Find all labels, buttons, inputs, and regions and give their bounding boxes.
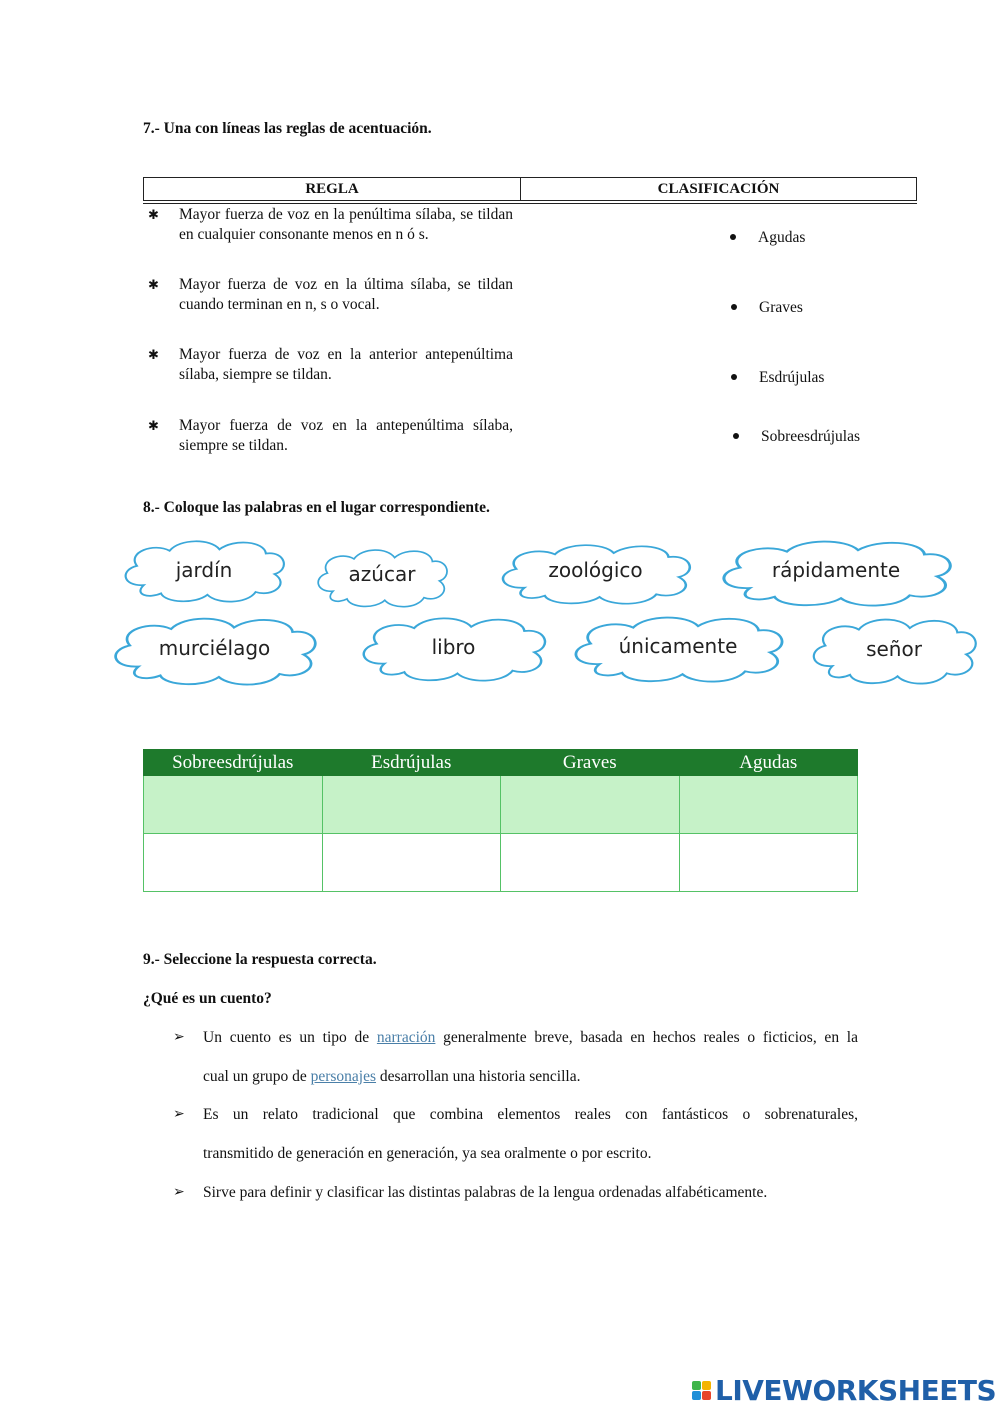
word-label: señor [866,637,922,661]
drop-cell[interactable] [501,834,680,892]
rule-item[interactable] [148,275,513,315]
rule-text: Mayor fuerza de voz en la penúltima sílaba, se tildan en cualquier consonante menos en n ó s. [179,206,513,243]
rule-text: Mayor fuerza de voz en la antepenúltima sílaba, siempre se tildan. [179,417,513,454]
drop-cell[interactable] [144,776,323,834]
asterisk-icon: ✱ [148,277,159,292]
word-cloud-zoologico[interactable] [494,541,697,605]
rule-item[interactable] [148,345,513,385]
option-line: Es un relato tradicional que combina elementos reales con fantásticos o sobrenaturales, [203,1106,858,1123]
word-label: azúcar [348,562,416,586]
question-text: ¿Qué es un cuento? [143,990,272,1007]
drop-cell[interactable] [144,834,323,892]
answer-option-2[interactable] [173,1095,858,1173]
word-label: únicamente [618,634,738,658]
arrow-bullet-icon: ➢ [173,1184,185,1200]
classification-item-sobreesdrujulas[interactable]: Sobreesdrújulas [733,428,860,446]
rule-item[interactable] [148,416,513,456]
rule-column-header: REGLA [144,178,521,200]
option-line: transmitido de generación en generación, ya sea oralmente o por escrito. [203,1145,652,1162]
logo-text: LIVEWORKSHEETS [715,1374,997,1407]
word-cloud-murcielago[interactable] [106,614,323,686]
table-header-esdrujulas: Esdrújulas [322,750,501,776]
word-cloud-rapidamente[interactable] [713,537,959,607]
bullet-icon [731,374,737,380]
logo-mark-icon [692,1381,711,1400]
answer-option-3[interactable] [173,1173,858,1212]
rule-text: Mayor fuerza de voz en la anterior antepenúltima sílaba, siempre se tildan. [179,346,513,383]
option-line: Un cuento es un tipo de narración generalmente breve, basada en hechos reales o ficticios, en la [203,1029,858,1046]
section8-title: 8.- Coloque las palabras en el lugar correspondiente. [143,499,490,516]
answer-option-1[interactable] [173,1018,858,1096]
narracion-link[interactable]: narración [376,1029,436,1046]
rule-text: Mayor fuerza de voz en la última sílaba, se tildan cuando terminan en n, s o vocal. [179,276,513,313]
arrow-bullet-icon: ➢ [173,1106,185,1122]
classification-item-graves[interactable]: Graves [731,299,803,317]
bullet-icon [730,234,736,240]
option-line: Sirve para definir y clasificar las distintas palabras de la lengua ordenadas alfabéticamente. [203,1184,768,1201]
drop-cell[interactable] [322,834,501,892]
word-label: libro [431,635,476,659]
classification-column-header: CLASIFICACIÓN [657,181,780,197]
asterisk-icon: ✱ [148,418,159,433]
rule-item[interactable] [148,205,513,245]
section7-title: 7.- Una con líneas las reglas de acentuación. [143,120,432,137]
word-label: zoológico [548,558,643,582]
word-cloud-azucar[interactable] [312,546,452,608]
personajes-link[interactable]: personajes [310,1068,377,1085]
table-header-graves: Graves [501,750,680,776]
word-cloud-unicamente[interactable] [566,613,790,683]
classification-item-agudas[interactable]: Agudas [730,229,805,247]
section9-title: 9.- Seleccione la respuesta correcta. [143,951,377,968]
word-cloud-jardin[interactable] [118,537,290,603]
bullet-icon [733,433,739,439]
liveworksheets-logo [692,1374,996,1407]
asterisk-icon: ✱ [148,347,159,362]
word-label: jardín [175,558,233,582]
table-header-agudas: Agudas [679,750,858,776]
table-header-sobreesdrujulas: Sobreesdrújulas [144,750,323,776]
drop-cell[interactable] [322,776,501,834]
asterisk-icon: ✱ [148,207,159,222]
word-label: murciélago [158,636,271,660]
drop-cell[interactable] [679,776,858,834]
option-line: cual un grupo de personajes desarrollan una historia sencilla. [203,1068,581,1085]
word-label: rápidamente [771,558,901,582]
classification-table [143,749,858,892]
drop-cell[interactable] [501,776,680,834]
arrow-bullet-icon: ➢ [173,1029,185,1045]
bullet-icon [731,304,737,310]
rule-table-header [143,177,917,201]
word-cloud-senor[interactable] [806,615,982,685]
classification-item-esdrujulas[interactable]: Esdrújulas [731,369,824,387]
word-cloud-libro[interactable] [355,614,552,682]
drop-cell[interactable] [679,834,858,892]
